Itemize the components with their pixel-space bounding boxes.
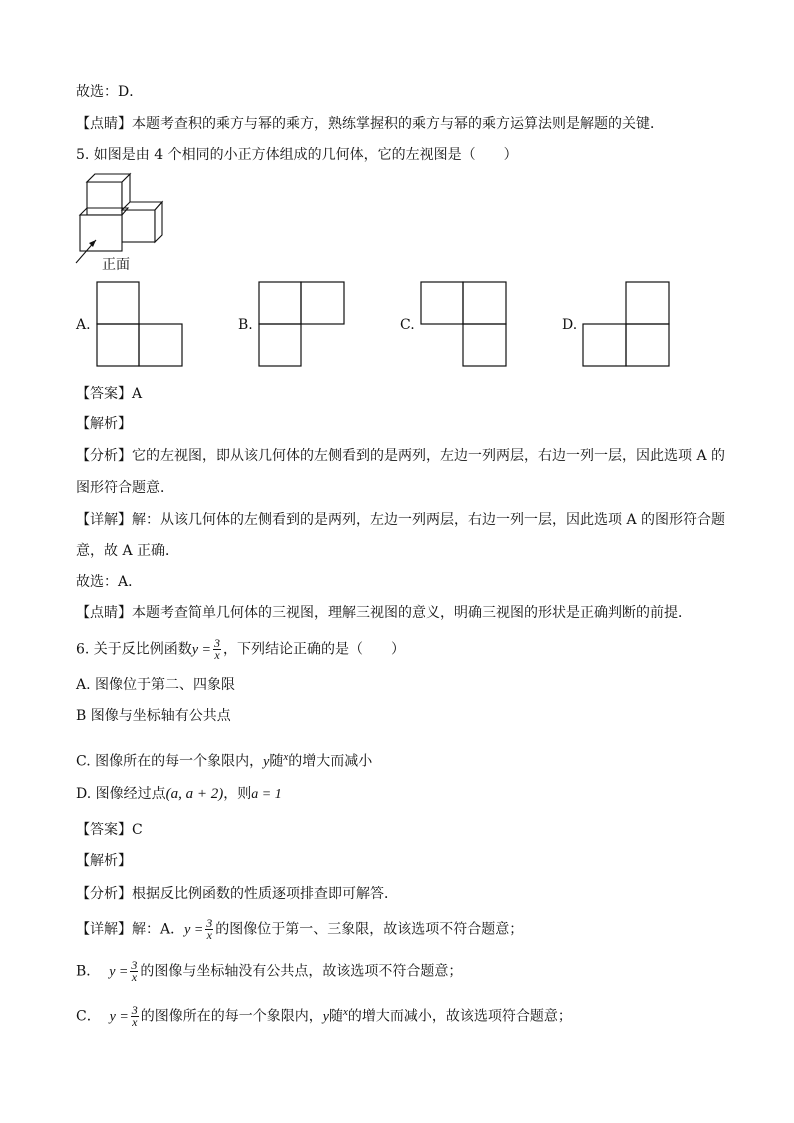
answer-6: 【答案】C (76, 822, 143, 838)
option-b-label: B. (238, 317, 253, 333)
y-equals: y = (109, 1009, 129, 1025)
analysis-heading-5: 【解析】 (76, 416, 132, 432)
option-6-d-pre: D. 图像经过点 (76, 786, 166, 802)
question-6-pre: 6. 关于反比例函数 (76, 641, 192, 658)
question-6 (76, 638, 405, 661)
option-6-d-mid: ，则 (223, 786, 252, 802)
analysis-5-a: 【分析】它的左视图，即从该几何体的左侧看到的是两列，左边一列两层，右边一列一层，因此选项 A 的 (76, 448, 726, 464)
option-a-label: A. (76, 317, 91, 333)
var-y: y (263, 754, 270, 770)
question-6-post: ，下列结论正确的是（ ） (222, 641, 405, 658)
option-a-figure (96, 281, 186, 369)
option-c-figure (420, 281, 510, 369)
var-x: x (283, 751, 289, 763)
detail-6-c-sui: 随 (329, 1008, 344, 1025)
detail-5-a: 【详解】解：从该几何体的左侧看到的是两列，左边一列两层，右边一列一层，因此选项 A 的图形符合题 (76, 512, 726, 528)
analysis-heading-6: 【解析】 (76, 853, 132, 869)
option-d-label: D. (562, 317, 578, 333)
detail-6-b-post: 的图像与坐标轴没有公共点，故该选项不符合题意； (140, 963, 463, 980)
fraction-numerator: 3 (213, 636, 220, 650)
detail-6-a (76, 918, 523, 941)
fraction-3-over-x (130, 960, 138, 983)
detail-6-b (76, 960, 462, 983)
answer-5: 【答案】A (76, 386, 143, 402)
var-x: x (343, 1006, 348, 1018)
fraction-numerator: 3 (206, 916, 213, 930)
fraction-3-over-x (205, 918, 213, 941)
fraction-denominator: x (206, 928, 212, 942)
a-equals-1: a = 1 (251, 787, 282, 802)
y-equals: y = (109, 964, 129, 980)
var-y: y (322, 1009, 330, 1025)
detail-6-c-post: 的增大而减小，故该选项符合题意； (347, 1008, 572, 1025)
option-6-c-post: 的增大而减小 (288, 753, 373, 770)
question-5: 5. 如图是由 4 个相同的小正方体组成的几何体，它的左视图是（ ） (76, 147, 518, 163)
fraction-3-over-x (213, 638, 221, 661)
fraction-denominator: x (214, 648, 220, 662)
option-b-figure (258, 281, 348, 369)
cube-figure (72, 170, 167, 265)
fraction-denominator: x (132, 1015, 138, 1030)
choice-5: 故选：A． (76, 574, 143, 590)
text-line: 【点睛】本题考查积的乘方与幂的乘方，熟练掌握积的乘方与幂的乘方运算法则是解题的关键． (76, 116, 664, 132)
text-line: 故选：D． (76, 84, 144, 100)
option-d-figure (582, 281, 672, 369)
option-6-b: B 图像与坐标轴有公共点 (76, 708, 231, 724)
detail-6-b-pre: B． (76, 963, 101, 980)
analysis-5-b: 图形符合题意． (76, 480, 174, 496)
comment-5: 【点睛】本题考查简单几何体的三视图，理解三视图的意义，明确三视图的形状是正确判断的前提． (76, 605, 692, 621)
fraction-numerator: 3 (131, 958, 138, 972)
option-6-c-pre: C. 图像所在的每一个象限内， (76, 753, 264, 770)
point-expression: (a, a + 2) (165, 786, 224, 802)
option-6-d (76, 784, 282, 805)
fraction-numerator: 3 (131, 1003, 138, 1018)
y-equals: y = (184, 922, 204, 938)
detail-6-a-post: 的图像位于第一、三象限，故该选项不符合题意； (215, 921, 524, 938)
fraction-denominator: x (131, 970, 138, 984)
front-label: 正面 (102, 257, 130, 273)
detail-6-a-pre: 【详解】解：A． (76, 921, 185, 938)
fraction-3-over-x (131, 1005, 139, 1028)
option-6-c (76, 747, 372, 773)
analysis-6: 【分析】根据反比例函数的性质逐项排查即可解答． (76, 886, 398, 902)
detail-5-b: 意，故 A 正确． (76, 543, 180, 559)
option-c-label: C. (400, 317, 415, 333)
detail-6-c-pre: C． (76, 1008, 101, 1025)
option-6-c-mid: 随 (269, 753, 284, 770)
y-equals: y = (191, 642, 211, 658)
option-6-a: A. 图像位于第二、四象限 (76, 677, 236, 693)
detail-6-c-mid: 的图像所在的每一个象限内， (140, 1008, 323, 1025)
detail-6-c (76, 1002, 572, 1028)
